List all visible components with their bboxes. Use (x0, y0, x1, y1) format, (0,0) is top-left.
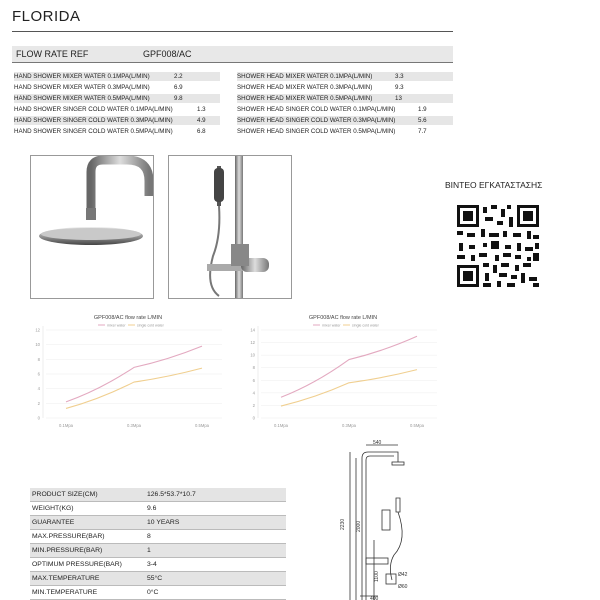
shower-head-photo (30, 155, 154, 299)
flow-rate-value: 1.9 (418, 106, 427, 113)
flow-rate-row (14, 116, 220, 125)
y-tick-label: 12 (250, 340, 255, 346)
spec-key: OPTIMUM PRESSURE(BAR) (32, 561, 122, 568)
dim-mixer-height: 1100 (374, 571, 380, 582)
y-tick-label: 4 (252, 390, 255, 396)
flow-rate-label: SHOWER HEAD MIXER WATER 0.3MPA(L/MIN) (237, 84, 373, 91)
flow-rate-value: 6.9 (174, 84, 183, 91)
flow-rate-row (14, 72, 220, 81)
specifications-table (30, 488, 286, 600)
flow-rate-row (237, 127, 453, 136)
spec-key: MAX.PRESSURE(BAR) (32, 533, 105, 540)
x-tick-label: 0.3Mpa (342, 423, 356, 428)
dim-total-height: 2230 (340, 518, 346, 530)
flow-rate-row (14, 83, 220, 92)
flow-rate-ref-code: GPF008/AC (143, 49, 192, 59)
spec-row (30, 572, 286, 586)
flow-rate-row (237, 105, 453, 114)
shower-head-illustration (31, 156, 153, 298)
legend-label: single cold water (137, 323, 164, 328)
spec-row (30, 544, 286, 558)
spec-value: 8 (147, 533, 151, 540)
spec-row (30, 530, 286, 544)
flow-rate-value: 9.3 (395, 84, 404, 91)
flow-rate-row (14, 127, 220, 136)
spec-key: MAX.TEMPERATURE (32, 575, 100, 582)
spec-key: PRODUCT SIZE(CM) (32, 491, 98, 498)
flow-rate-value: 7.7 (418, 128, 427, 135)
spec-row (30, 488, 286, 502)
spec-value: 1 (147, 547, 151, 554)
y-tick-label: 12 (35, 327, 40, 333)
flow-rate-row (237, 94, 453, 103)
flow-rate-ref-bar (12, 46, 453, 63)
y-tick-label: 10 (35, 342, 40, 348)
title-divider (12, 31, 453, 32)
flow-rate-value: 13 (395, 95, 402, 102)
hand-shower-illustration (169, 156, 291, 298)
flow-rate-row (237, 72, 453, 81)
series-line (281, 336, 417, 397)
y-tick-label: 2 (252, 402, 255, 408)
dim-top-width: 540 (373, 440, 382, 446)
y-tick-label: 4 (37, 386, 40, 392)
spec-value: 9.6 (147, 505, 157, 512)
flow-rate-label: SHOWER HEAD SINGER COLD WATER 0.5MPA(L/MIN) (237, 128, 396, 135)
x-tick-label: 0.1Mpa (274, 423, 288, 428)
y-tick-label: 0 (37, 415, 40, 421)
spec-value: 3-4 (147, 561, 157, 568)
flow-rate-label: HAND SHOWER MIXER WATER 0.3MPA(L/MIN) (14, 84, 150, 91)
y-tick-label: 8 (252, 365, 255, 371)
y-tick-label: 6 (252, 377, 255, 383)
flow-rate-value: 2.2 (174, 73, 183, 80)
spec-row (30, 558, 286, 572)
flow-rate-value: 1.3 (197, 106, 206, 113)
flow-rate-row (237, 116, 453, 125)
flow-rate-label: HAND SHOWER MIXER WATER 0.1MPA(L/MIN) (14, 73, 150, 80)
flow-rate-label: SHOWER HEAD MIXER WATER 0.1MPA(L/MIN) (237, 73, 373, 80)
x-tick-label: 0.1Mpa (59, 423, 73, 428)
spec-value: 126.5*53.7*10.7 (147, 491, 196, 498)
y-tick-label: 2 (37, 400, 40, 406)
flow-rate-value: 9.8 (174, 95, 183, 102)
dim-pipe-height: 2000 (356, 520, 362, 532)
spec-row (30, 586, 286, 600)
flow-rate-value: 5.6 (418, 117, 427, 124)
installation-video-label: ΒΙΝΤΕΟ ΕΓΚΑΤΑΣΤΑΣΗΣ (445, 180, 543, 190)
legend-label: mixer water (322, 323, 341, 328)
x-tick-label: 0.3Mpa (127, 423, 141, 428)
spec-key: MIN.PRESSURE(BAR) (32, 547, 103, 554)
spec-row (30, 502, 286, 516)
dim-base-width: 400 (370, 596, 379, 600)
y-tick-label: 8 (37, 356, 40, 362)
flow-rate-value: 6.8 (197, 128, 206, 135)
flow-rate-row (14, 105, 220, 114)
legend-label: mixer water (107, 323, 126, 328)
chart-title: GPF008/AC flow rate L/MIN (308, 315, 378, 321)
spec-row (30, 516, 286, 530)
dim-base: Ø60 (398, 584, 408, 590)
qr-code[interactable] (455, 203, 541, 289)
flow-rate-value: 3.3 (395, 73, 404, 80)
flow-rate-chart-shower-head (237, 308, 449, 434)
y-tick-label: 0 (252, 415, 255, 421)
flow-rate-label: HAND SHOWER MIXER WATER 0.5MPA(L/MIN) (14, 95, 150, 102)
spec-value: 10 YEARS (147, 519, 180, 526)
flow-rate-row (237, 83, 453, 92)
spec-key: MIN.TEMPERATURE (32, 589, 98, 596)
spec-key: WEIGHT(KG) (32, 505, 74, 512)
flow-rate-label: SHOWER HEAD SINGER COLD WATER 0.1MPA(L/MIN) (237, 106, 396, 113)
legend-label: single cold water (352, 323, 379, 328)
y-tick-label: 14 (250, 327, 255, 333)
page-title: FLORIDA (12, 8, 81, 25)
y-tick-label: 6 (37, 371, 40, 377)
x-tick-label: 0.5Mpa (410, 423, 424, 428)
flow-rate-label: HAND SHOWER SINGER COLD WATER 0.1MPA(L/MIN) (14, 106, 173, 113)
dim-side: Ø42 (398, 572, 408, 578)
spec-value: 55°C (147, 575, 163, 582)
flow-rate-ref-label: FLOW RATE REF (16, 49, 89, 59)
hand-shower-photo (168, 155, 292, 299)
flow-rate-label: HAND SHOWER SINGER COLD WATER 0.5MPA(L/MIN) (14, 128, 173, 135)
flow-rate-value: 4.9 (197, 117, 206, 124)
flow-rate-row (14, 94, 220, 103)
x-tick-label: 0.5Mpa (195, 423, 209, 428)
y-tick-label: 10 (250, 352, 255, 358)
spec-key: GUARANTEE (32, 519, 75, 526)
dimension-drawing (330, 440, 440, 600)
spec-value: 0°C (147, 589, 159, 596)
flow-rate-label: HAND SHOWER SINGER COLD WATER 0.3MPA(L/MIN) (14, 117, 173, 124)
flow-rate-label: SHOWER HEAD MIXER WATER 0.5MPA(L/MIN) (237, 95, 373, 102)
flow-rate-chart-hand-shower (22, 308, 234, 434)
chart-title: GPF008/AC flow rate L/MIN (93, 315, 163, 321)
flow-rate-label: SHOWER HEAD SINGER COLD WATER 0.3MPA(L/MIN) (237, 117, 396, 124)
